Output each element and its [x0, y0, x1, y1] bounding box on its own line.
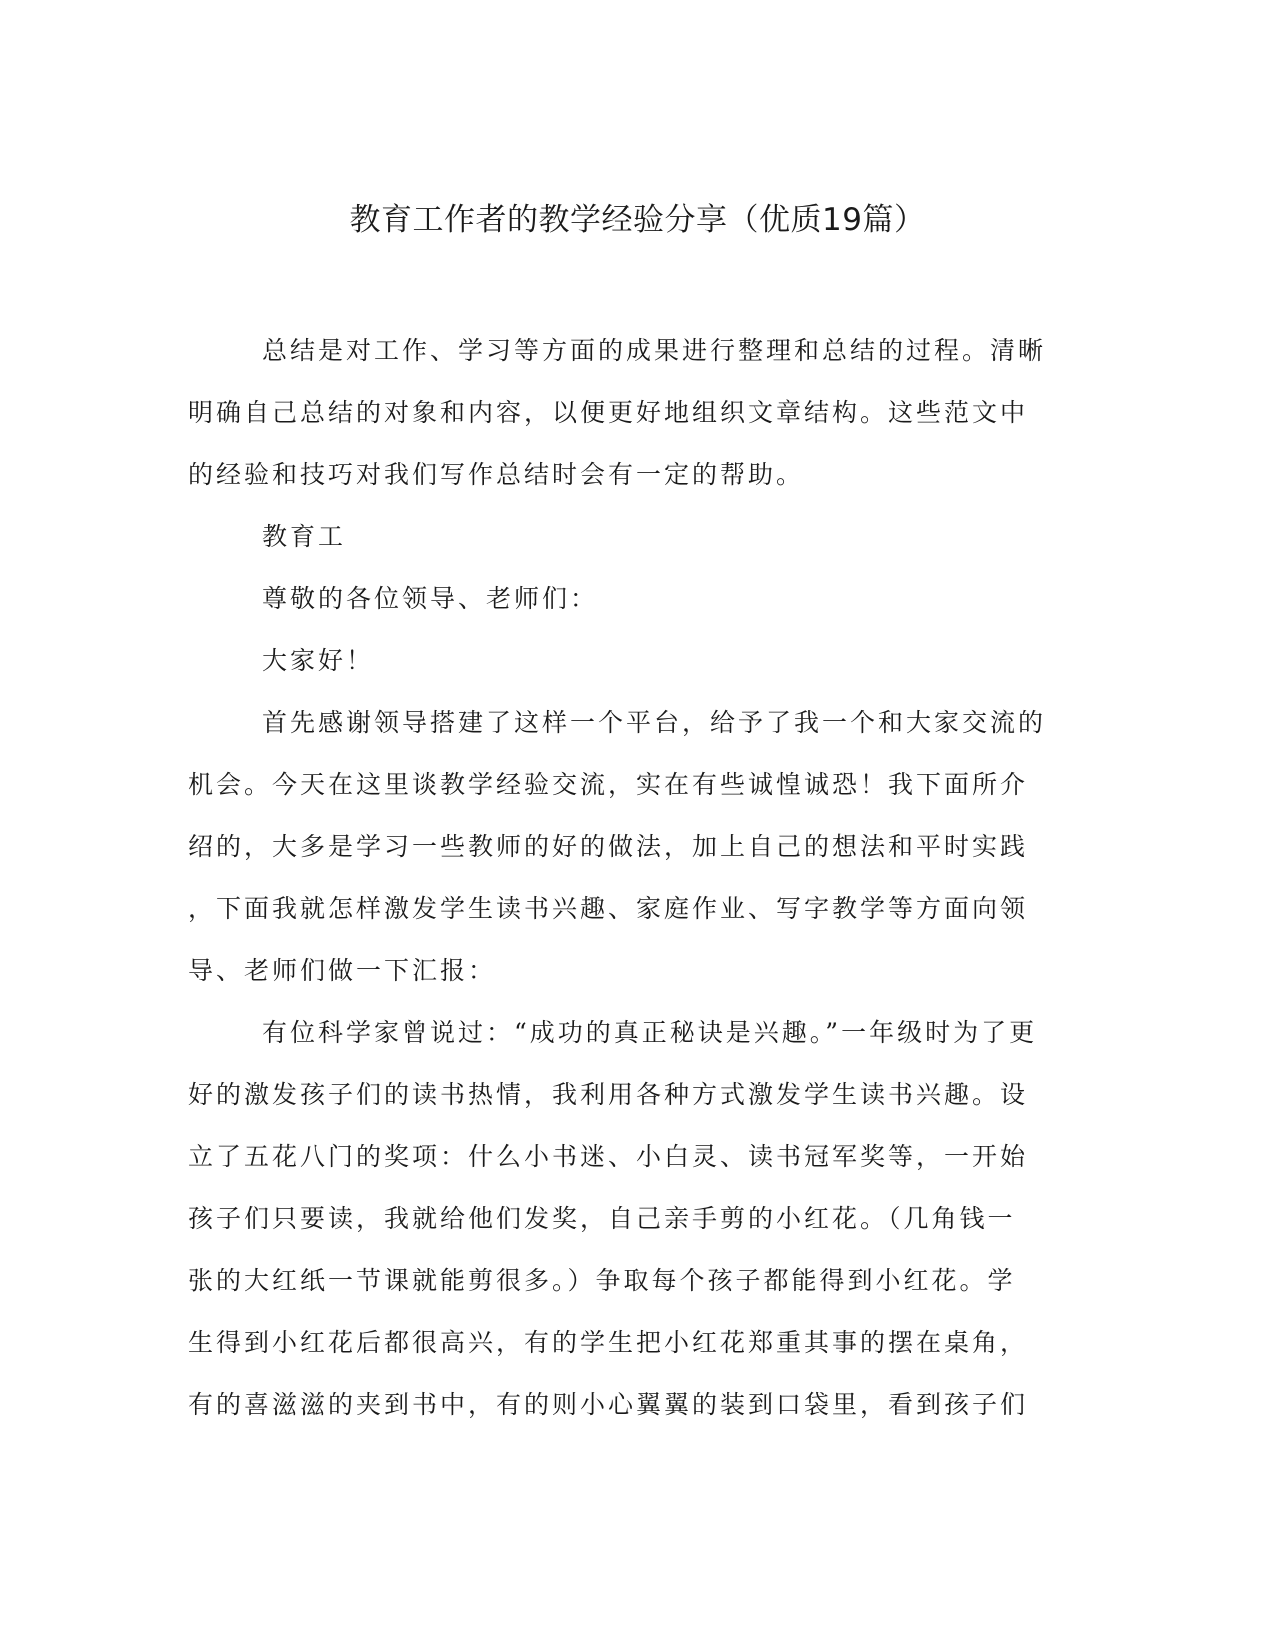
paragraph-line: 导、老师们做一下汇报： [188, 956, 497, 985]
paragraph-line: 立了五花八门的奖项：什么小书迷、小白灵、读书冠军奖等，一开始 [188, 1142, 1029, 1171]
paragraph-line: ，下面我就怎样激发学生读书兴趣、家庭作业、写字教学等方面向领 [188, 894, 1029, 923]
paragraph-line: 首先感谢领导搭建了这样一个平台，给予了我一个和大家交流的 [262, 708, 1047, 737]
paragraph-line: 绍的，大多是学习一些教师的好的做法，加上自己的想法和平时实践 [188, 832, 1029, 861]
paragraph-line: 机会。今天在这里谈教学经验交流，实在有些诚惶诚恐！我下面所介 [188, 770, 1029, 799]
paragraph-line: 教育工 [262, 522, 347, 551]
paragraph-line: 尊敬的各位领导、老师们： [262, 584, 599, 613]
paragraph-line: 大家好！ [262, 646, 375, 675]
document-title: 教育工作者的教学经验分享（优质19篇） [349, 202, 926, 238]
paragraph-line: 的经验和技巧对我们写作总结时会有一定的帮助。 [188, 460, 805, 489]
paragraph-line: 张的大红纸一节课就能剪很多。）争取每个孩子都能得到小红花。学 [188, 1266, 1016, 1295]
paragraph-line: 有的喜滋滋的夹到书中，有的则小心翼翼的装到口袋里，看到孩子们 [188, 1390, 1029, 1419]
paragraph-line: 孩子们只要读，我就给他们发奖，自己亲手剪的小红花。（几角钱一 [188, 1204, 1016, 1233]
paragraph-line: 有位科学家曾说过：“成功的真正秘诀是兴趣。”一年级时为了更 [262, 1018, 1038, 1047]
paragraph-line: 总结是对工作、学习等方面的成果进行整理和总结的过程。清晰 [262, 336, 1047, 365]
document-body [188, 320, 1068, 1436]
paragraph-line: 好的激发孩子们的读书热情，我利用各种方式激发学生读书兴趣。设 [188, 1080, 1029, 1109]
paragraph-line: 明确自己总结的对象和内容，以便更好地组织文章结构。这些范文中 [188, 398, 1029, 427]
paragraph-line: 生得到小红花后都很高兴，有的学生把小红花郑重其事的摆在桌角， [188, 1328, 1029, 1357]
